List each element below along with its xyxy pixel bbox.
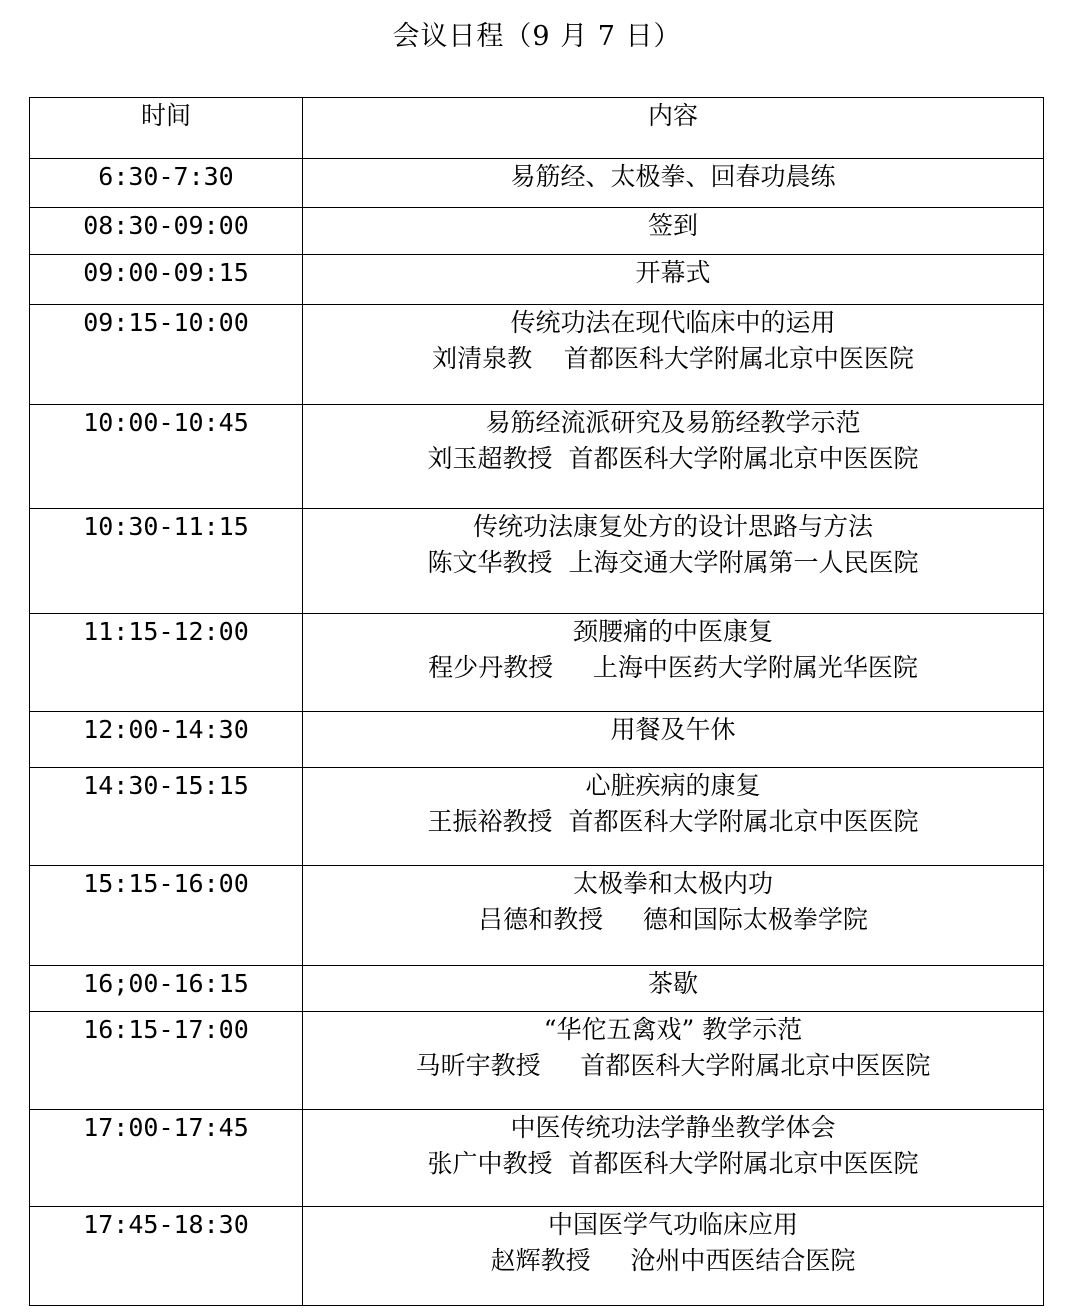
- table-row: [30, 509, 1044, 614]
- content-cell: [303, 305, 1044, 405]
- table-row: [30, 768, 1044, 866]
- time-cell: 09:00-09:15: [30, 255, 303, 305]
- content-cell: [303, 405, 1044, 509]
- session-topic: 茶歇: [647, 969, 698, 998]
- table-row: [30, 1012, 1044, 1110]
- speaker-info: 陈文华教授 上海交通大学附属第一人民医院: [427, 548, 919, 577]
- session-topic: 易筋经流派研究及易筋经教学示范: [485, 408, 861, 437]
- header-time: 时间: [30, 98, 303, 159]
- content-cell: [303, 159, 1044, 208]
- session-topic: 易筋经、太极拳、回春功晨练: [510, 162, 836, 191]
- page-title: 会议日程（9 月 7 日）: [392, 21, 682, 52]
- table-row: [30, 208, 1044, 255]
- time-cell: 15:15-16:00: [30, 866, 303, 966]
- table-row: [30, 405, 1044, 509]
- time-cell: 10:30-11:15: [30, 509, 303, 614]
- time-cell: 09:15-10:00: [30, 305, 303, 405]
- content-cell: [303, 1012, 1044, 1110]
- speaker-info: 刘玉超教授 首都医科大学附属北京中医医院: [427, 444, 919, 473]
- table-row: [30, 1207, 1044, 1306]
- time-cell: 08:30-09:00: [30, 208, 303, 255]
- header-content: 内容: [303, 98, 1044, 159]
- session-topic: 开幕式: [635, 258, 711, 287]
- table-row: [30, 255, 1044, 305]
- session-topic: 太极拳和太极内功: [572, 869, 773, 898]
- session-topic: 心脏疾病的康复: [585, 771, 761, 800]
- speaker-info: 马昕宇教授 首都医科大学附属北京中医医院: [415, 1051, 931, 1080]
- time-cell: 12:00-14:30: [30, 712, 303, 768]
- time-cell: 11:15-12:00: [30, 614, 303, 712]
- table-row: [30, 614, 1044, 712]
- time-cell: 16;00-16:15: [30, 966, 303, 1012]
- content-cell: [303, 208, 1044, 255]
- speaker-info: 刘清泉教 首都医科大学附属北京中医医院: [432, 344, 914, 373]
- speaker-info: 赵辉教授 沧州中西医结合医院: [490, 1246, 856, 1275]
- session-topic: 传统功法在现代临床中的运用: [510, 308, 836, 337]
- session-topic: 中国医学气功临床应用: [547, 1210, 798, 1239]
- content-cell: [303, 1207, 1044, 1306]
- table-row: [30, 159, 1044, 208]
- content-cell: [303, 866, 1044, 966]
- time-cell: 17:00-17:45: [30, 1110, 303, 1207]
- session-topic: “华佗五禽戏” 教学示范: [543, 1015, 803, 1044]
- speaker-info: 王振裕教授 首都医科大学附属北京中医医院: [427, 807, 919, 836]
- content-cell: [303, 712, 1044, 768]
- content-cell: [303, 614, 1044, 712]
- content-cell: [303, 1110, 1044, 1207]
- speaker-info: 吕德和教授 德和国际太极拳学院: [478, 905, 868, 934]
- content-cell: [303, 768, 1044, 866]
- time-cell: 10:00-10:45: [30, 405, 303, 509]
- content-cell: [303, 255, 1044, 305]
- time-cell: 16:15-17:00: [30, 1012, 303, 1110]
- table-header-row: [30, 98, 1044, 159]
- speaker-info: 张广中教授 首都医科大学附属北京中医医院: [427, 1149, 919, 1178]
- time-cell: 17:45-18:30: [30, 1207, 303, 1306]
- session-topic: 中医传统功法学静坐教学体会: [510, 1113, 836, 1142]
- session-topic: 用餐及午休: [610, 715, 736, 744]
- content-cell: [303, 509, 1044, 614]
- table-row: [30, 966, 1044, 1012]
- session-topic: 颈腰痛的中医康复: [572, 617, 773, 646]
- table-row: [30, 712, 1044, 768]
- speaker-info: 程少丹教授 上海中医药大学附属光华医院: [428, 653, 918, 682]
- time-cell: 6:30-7:30: [30, 159, 303, 208]
- session-topic: 签到: [647, 211, 698, 240]
- table-row: [30, 866, 1044, 966]
- table-row: [30, 305, 1044, 405]
- time-cell: 14:30-15:15: [30, 768, 303, 866]
- session-topic: 传统功法康复处方的设计思路与方法: [472, 512, 873, 541]
- table-row: [30, 1110, 1044, 1207]
- schedule-table: [29, 97, 1044, 1306]
- content-cell: [303, 966, 1044, 1012]
